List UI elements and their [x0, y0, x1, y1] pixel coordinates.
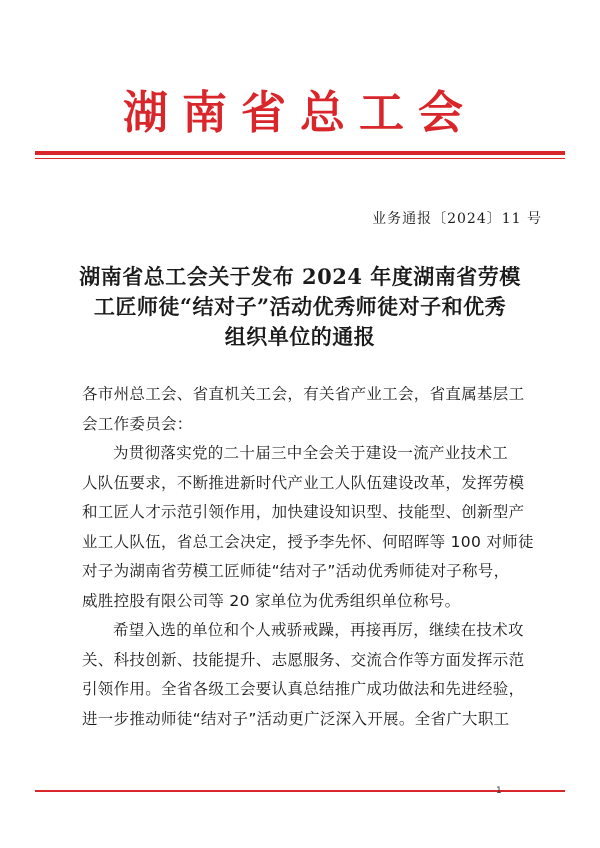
body-line: 威胜控股有限公司等 20 家单位为优秀组织单位称号。: [82, 591, 461, 610]
body-line: 关、科技创新、技能提升、志愿服务、交流合作等方面发挥示范: [82, 650, 525, 669]
document-body: [82, 380, 534, 734]
body-line: 进一步推动师徒“结对子”活动更广泛深入开展。全省广大职工: [82, 709, 510, 728]
body-line: 希望入选的单位和个人戒骄戒躁，再接再厉，继续在技术攻: [113, 621, 524, 639]
header-rule-thin: [35, 158, 565, 159]
body-line: 业工人队伍，省总工会决定，授予李先怀、何昭晖等 100 对师徒: [82, 532, 534, 551]
document-number: 业务通报〔2024〕11 号: [372, 211, 542, 227]
body-line: 为贯彻落实党的二十届三中全会关于建设一流产业技术工: [113, 444, 509, 462]
body-line: 引领作用。全省各级工会要认真总结推广成功做法和先进经验，: [82, 680, 525, 698]
page-number: 1: [496, 786, 502, 796]
body-line: 人队伍要求，不断推进新时代产业工人队伍建设改革，发挥劳模: [82, 473, 525, 492]
org-name-header: 湖南省总工会: [122, 86, 477, 139]
document-title: [62, 262, 538, 352]
footer-rule: [35, 790, 565, 792]
title-line: 工匠师徒“结对子”活动优秀师徒对子和优秀: [93, 294, 507, 319]
body-line: 和工匠人才示范引领作用，加快建设知识型、技能型、创新型产: [82, 503, 525, 521]
body-line: 会工作委员会：: [82, 414, 193, 433]
title-line: 湖南省总工会关于发布 2024 年度湖南省劳模: [79, 264, 521, 289]
title-line: 组织单位的通报: [224, 324, 376, 349]
header-rule-thick: [35, 151, 565, 155]
body-line: 各市州总工会、省直机关工会，有关省产业工会，省直属基层工: [82, 385, 525, 403]
body-line: 对子为湖南省劳模工匠师徒“结对子”活动优秀师徒对子称号，: [82, 562, 510, 580]
